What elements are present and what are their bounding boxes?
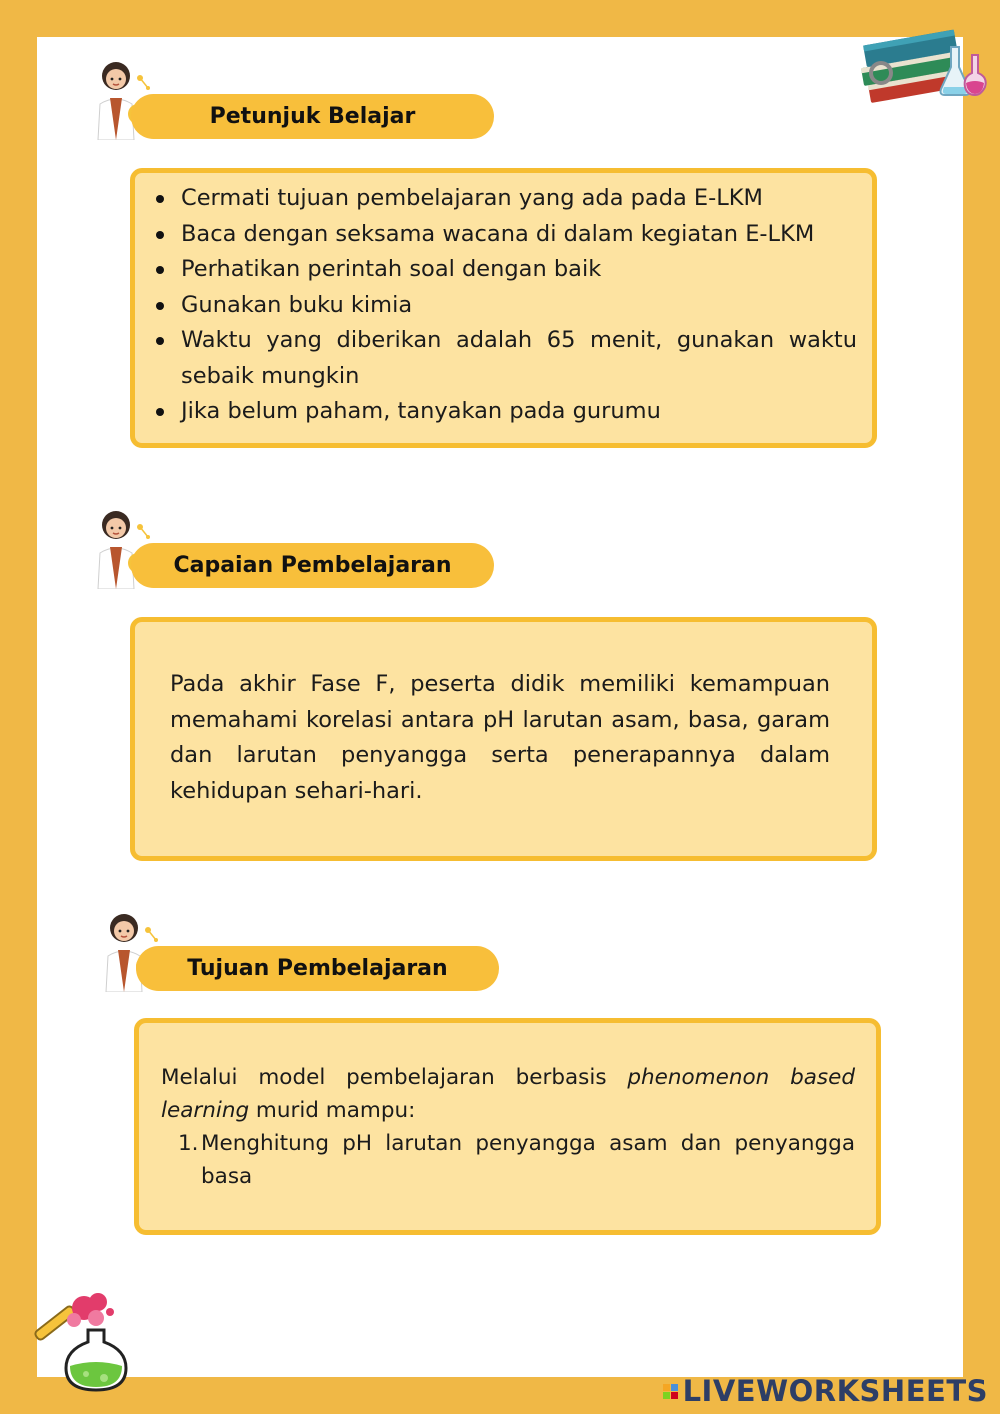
petunjuk-list (143, 181, 857, 430)
tujuan-intro-prefix: Melalui model pembelajaran berbasis (161, 1065, 628, 1090)
section-title-tujuan (136, 946, 499, 991)
list-item: Jika belum paham, tanyakan pada gurumu (143, 394, 857, 430)
list-item: Baca dengan seksama wacana di dalam kegiatan E-LKM (143, 217, 857, 253)
section-title-capaian (131, 543, 494, 588)
list-item: Gunakan buku kimia (143, 288, 857, 324)
tujuan-card (134, 1018, 881, 1235)
section-title-capaian-label: Capaian Pembelajaran (173, 553, 452, 578)
tujuan-intro (161, 1061, 855, 1127)
list-item: Perhatikan perintah soal dengan baik (143, 252, 857, 288)
books-flask-icon (855, 15, 990, 105)
watermark-text: LIVEWORKSHEETS (682, 1374, 988, 1408)
liveworksheets-logo-icon (663, 1384, 678, 1399)
liveworksheets-watermark (663, 1374, 988, 1408)
section-title-petunjuk (131, 94, 494, 139)
list-item-text: Menghitung pH larutan penyangga asam dan penyangga basa (201, 1131, 855, 1189)
list-item (161, 1127, 855, 1193)
tujuan-intro-italic: phenomenon based learning (161, 1065, 855, 1123)
tujuan-list (161, 1127, 855, 1193)
list-item: Waktu yang diberikan adalah 65 menit, gunakan waktu sebaik mungkin (143, 323, 857, 394)
section-title-tujuan-label: Tujuan Pembelajaran (187, 956, 448, 981)
petunjuk-card (130, 168, 877, 448)
chemistry-flask-icon (26, 1290, 136, 1395)
list-item-number: 1. (178, 1131, 199, 1156)
list-item: Cermati tujuan pembelajaran yang ada pada E-LKM (143, 181, 857, 217)
section-title-petunjuk-label: Petunjuk Belajar (209, 104, 416, 129)
tujuan-intro-suffix: murid mampu: (249, 1098, 416, 1123)
capaian-card (130, 617, 877, 861)
capaian-text: Pada akhir Fase F, peserta didik memiliki kemampuan memahami korelasi antara pH larutan asam, basa, garam dan larutan penyangga serta penerapannya dalam kehidupan sehari-hari. (170, 671, 830, 804)
